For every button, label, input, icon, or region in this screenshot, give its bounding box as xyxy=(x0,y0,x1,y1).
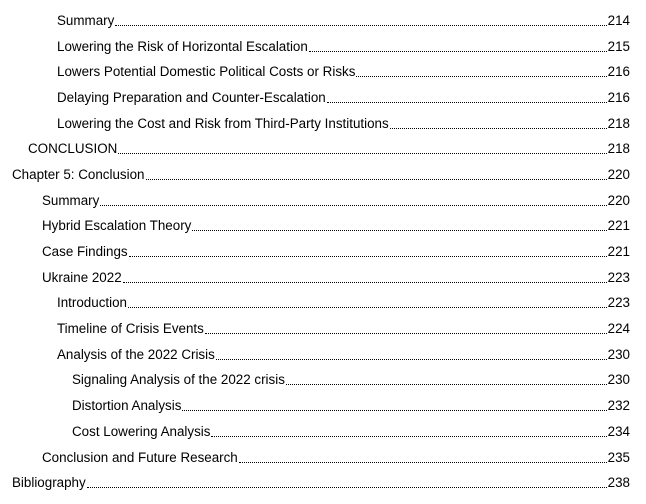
toc-entry-title: Conclusion and Future Research xyxy=(42,449,238,465)
table-of-contents xyxy=(0,8,646,496)
toc-entry-page: 214 xyxy=(607,12,630,28)
toc-dot-leader xyxy=(128,295,607,311)
toc-entry-title: Bibliography xyxy=(12,475,86,491)
toc-entry-title: CONCLUSION xyxy=(28,141,118,157)
toc-dot-leader xyxy=(115,13,606,29)
toc-entry-title: Hybrid Escalation Theory xyxy=(42,218,192,234)
toc-entry-cost-lowering-analysis[interactable] xyxy=(0,419,646,445)
toc-dot-leader xyxy=(309,39,607,55)
toc-entry-case-findings[interactable] xyxy=(0,239,646,265)
toc-entry-title: Lowering the Cost and Risk from Third-Party Institutions xyxy=(57,115,389,131)
toc-entry-page: 216 xyxy=(607,64,630,80)
toc-entry-title: Timeline of Crisis Events xyxy=(57,321,204,337)
toc-dot-leader xyxy=(216,347,607,363)
toc-entry-title: Chapter 5: Conclusion xyxy=(12,166,145,182)
toc-entry-page: 232 xyxy=(607,398,630,414)
toc-dot-leader xyxy=(100,193,606,209)
toc-entry-signaling-analysis[interactable] xyxy=(0,368,646,394)
toc-dot-leader xyxy=(390,116,607,132)
toc-entry-page: 215 xyxy=(607,38,630,54)
toc-entry-distortion-analysis[interactable] xyxy=(0,393,646,419)
toc-entry-title: Analysis of the 2022 Crisis xyxy=(57,346,215,362)
toc-entry-title: Cost Lowering Analysis xyxy=(72,423,211,439)
toc-dot-leader xyxy=(205,321,607,337)
toc-entry-page: 221 xyxy=(607,218,630,234)
toc-entry-page: 216 xyxy=(607,89,630,105)
toc-entry-title: Introduction xyxy=(57,295,127,311)
toc-entry-title: Delaying Preparation and Counter-Escalation xyxy=(57,89,326,105)
toc-dot-leader xyxy=(192,218,606,234)
toc-entry-page: 234 xyxy=(607,423,630,439)
toc-entry-title: Ukraine 2022 xyxy=(42,269,122,285)
toc-entry-page: 220 xyxy=(607,166,630,182)
toc-entry-introduction[interactable] xyxy=(0,291,646,317)
toc-entry-title: Case Findings xyxy=(42,244,128,260)
toc-entry-page: 223 xyxy=(607,269,630,285)
toc-entry-page: 218 xyxy=(607,141,630,157)
toc-dot-leader xyxy=(182,398,606,414)
toc-entry-lowering-risk-horizontal-escalation[interactable] xyxy=(0,34,646,60)
toc-dot-leader xyxy=(129,244,607,260)
toc-entry-page: 223 xyxy=(607,295,630,311)
toc-entry-page: 238 xyxy=(607,475,630,491)
toc-entry-conclusion-ch4[interactable] xyxy=(0,136,646,162)
toc-entry-title: Signaling Analysis of the 2022 crisis xyxy=(72,372,285,388)
toc-entry-delaying-preparation[interactable] xyxy=(0,85,646,111)
toc-dot-leader xyxy=(211,424,606,440)
toc-entry-conclusion-future-research[interactable] xyxy=(0,445,646,471)
toc-entry-summary-ch5[interactable] xyxy=(0,188,646,214)
toc-entry-page: 224 xyxy=(607,321,630,337)
toc-entry-title: Summary xyxy=(57,12,115,28)
toc-entry-bibliography[interactable] xyxy=(0,470,646,496)
toc-entry-page: 230 xyxy=(607,372,630,388)
toc-dot-leader xyxy=(286,372,607,388)
toc-dot-leader xyxy=(327,90,607,106)
toc-entry-title: Summary xyxy=(42,192,100,208)
toc-entry-analysis-2022-crisis[interactable] xyxy=(0,342,646,368)
toc-entry-summary-ch4[interactable] xyxy=(0,8,646,34)
toc-entry-title: Lowering the Risk of Horizontal Escalation xyxy=(57,38,308,54)
toc-dot-leader xyxy=(146,167,607,183)
toc-entry-page: 220 xyxy=(607,192,630,208)
toc-dot-leader xyxy=(123,270,607,286)
toc-dot-leader xyxy=(87,475,607,491)
toc-entry-page: 235 xyxy=(607,449,630,465)
toc-dot-leader xyxy=(239,450,607,466)
toc-entry-ukraine-2022[interactable] xyxy=(0,265,646,291)
toc-entry-timeline-crisis-events[interactable] xyxy=(0,316,646,342)
toc-entry-chapter-5[interactable] xyxy=(0,162,646,188)
toc-entry-title: Distortion Analysis xyxy=(72,398,182,414)
toc-dot-leader xyxy=(356,64,606,80)
toc-entry-third-party-institutions[interactable] xyxy=(0,111,646,137)
toc-entry-domestic-political-costs[interactable] xyxy=(0,59,646,85)
toc-entry-page: 221 xyxy=(607,244,630,260)
toc-entry-page: 218 xyxy=(607,115,630,131)
toc-entry-page: 230 xyxy=(607,346,630,362)
toc-dot-leader xyxy=(118,141,606,157)
toc-entry-title: Lowers Potential Domestic Political Costs or Risks xyxy=(57,64,356,80)
toc-entry-hybrid-escalation-theory[interactable] xyxy=(0,214,646,240)
